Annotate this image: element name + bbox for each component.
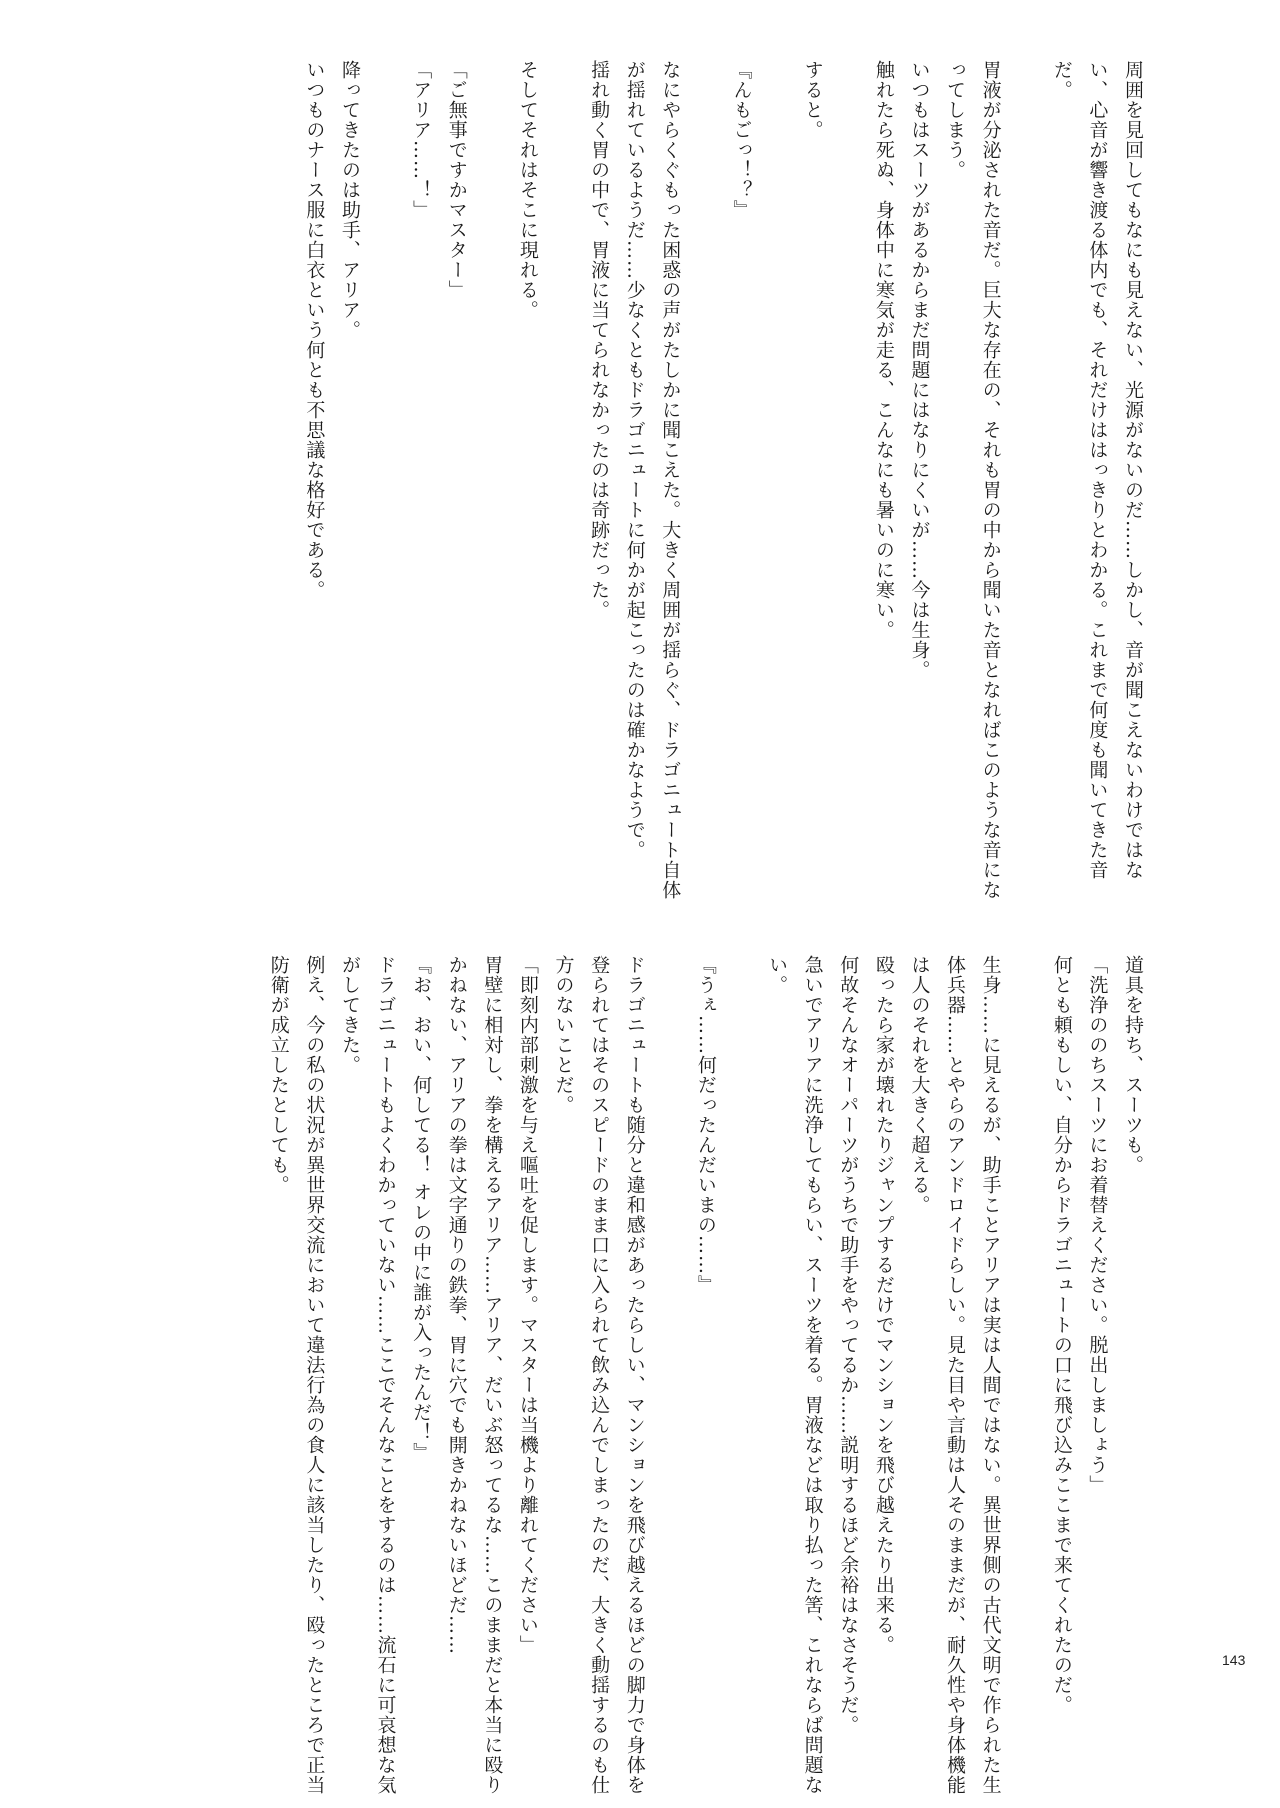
text-line: 降ってきたのは助手、アリア。 xyxy=(338,60,361,340)
text-line: 周囲を見回してもなにも見えない、光源がないのだ……しかし、音が聞こえないわけではない、心音が響き渡る体内でも、それだけははっきりとわかる。これまで何度も聞いてきた音だ。 xyxy=(1050,60,1144,880)
text-line xyxy=(474,60,510,915)
text-line: 『うぇ……何だったんだいまの……』 xyxy=(694,955,717,1295)
text-line: 『んもごっ！？』 xyxy=(730,60,753,220)
upper-text-block xyxy=(40,60,1150,915)
text-line: ドラゴニュートもよくわかっていない……ここでそんなことをするのは……流石に可哀想な気がしてきた。 xyxy=(338,955,397,1795)
text-line: 胃液が分泌された音だ。巨大な存在の、それも胃の中から聞いた音となればこのような音になってしまう。 xyxy=(944,60,1002,900)
text-line: そしてそれはそこに現れる。 xyxy=(516,60,539,320)
text-line xyxy=(1008,955,1044,1805)
text-line: 例え、今の私の状況が異世界交流において違法行為の食人に該当したり、殴ったところで正当防衛が成立したとしても。 xyxy=(267,955,326,1795)
text-line xyxy=(367,60,403,915)
text-line: 揺れ動く胃の中で、胃液に当てられなかったのは奇跡だった。 xyxy=(588,60,611,620)
text-line: 生身……に見えるが、助手ことアリアは実は人間ではない。異世界側の古代文明で作られた生体兵器……とやらのアンドロイドらしい。見た目や言動は人そのままだが、耐久性や身体機能は人のそれを大きく超える。 xyxy=(908,955,1002,1795)
vertical-text-lower xyxy=(40,955,1150,1805)
text-line: すると。 xyxy=(801,60,824,140)
text-line: 触れたら死ぬ、身体中に寒気が走る、こんなにも暑いのに寒い。 xyxy=(872,60,895,640)
text-line xyxy=(1008,60,1044,915)
text-line: いつものナース服に白衣という何とも不思議な格好である。 xyxy=(303,60,326,600)
text-line xyxy=(687,60,723,915)
text-line: 道具を持ち、スーツも。 xyxy=(1122,955,1144,1175)
text-line xyxy=(652,955,688,1805)
text-line: 何故そんなオーパーツがうちで助手をやってるか……説明するほど余裕はなさそうだ。 xyxy=(837,955,860,1735)
lower-text-block xyxy=(40,955,1150,1805)
text-line: 「洗浄ののちスーツにお着替えください。脱出しましょう」 xyxy=(1086,955,1109,1495)
text-line: ドラゴニュートも随分と違和感があったらしい、マンションを飛び越えるほどの脚力で身体を登られてはそのスピードのまま口に入られて飲み込んでしまったのだ、大きく動揺するのも仕方のないことだ。 xyxy=(552,955,646,1795)
text-line xyxy=(830,60,866,915)
page-number: 143 xyxy=(1222,1652,1246,1668)
text-line: 殴ったら家が壊れたりジャンプするだけでマンションを飛び越えたり出来る。 xyxy=(872,955,895,1655)
text-line: 急いでアリアに洗浄してもらい、スーツを着る。胃液などは取り払った筈、これならば問題ない。 xyxy=(766,955,824,1795)
text-line xyxy=(758,60,794,915)
text-line: 何とも頼もしい、自分からドラゴニュートの口に飛び込みここまで来てくれたのだ。 xyxy=(1050,955,1073,1715)
text-line xyxy=(723,955,759,1805)
text-line: 「アリア……！」 xyxy=(410,60,433,220)
text-line: 『お、おい、何してる！ オレの中に誰が入ったんだ！』 xyxy=(410,955,433,1463)
text-line xyxy=(545,60,581,915)
text-line: 胃壁に相対し、拳を構えるアリア……アリア、だいぶ怒ってるな……このままだと本当に殴りかねない、アリアの拳は文字通りの鉄拳、胃に穴でも開きかねないほどだ…… xyxy=(445,955,504,1795)
text-line: 「ご無事ですかマスター」 xyxy=(445,60,468,300)
text-line: 「即刻内部刺激を与え嘔吐を促します。マスターは当機より離れてください」 xyxy=(516,955,539,1655)
vertical-text-upper xyxy=(40,60,1150,915)
text-line: なにやらくぐもった困惑の声がたしかに聞こえた。大きく周囲が揺らぐ、ドラゴニュート自体が揺れているようだ……少なくともドラゴニュートに何かが起こったのは確かなようで。 xyxy=(623,60,682,900)
text-line: いつもはスーツがあるからまだ問題にはなりにくいが……今は生身。 xyxy=(908,60,931,680)
